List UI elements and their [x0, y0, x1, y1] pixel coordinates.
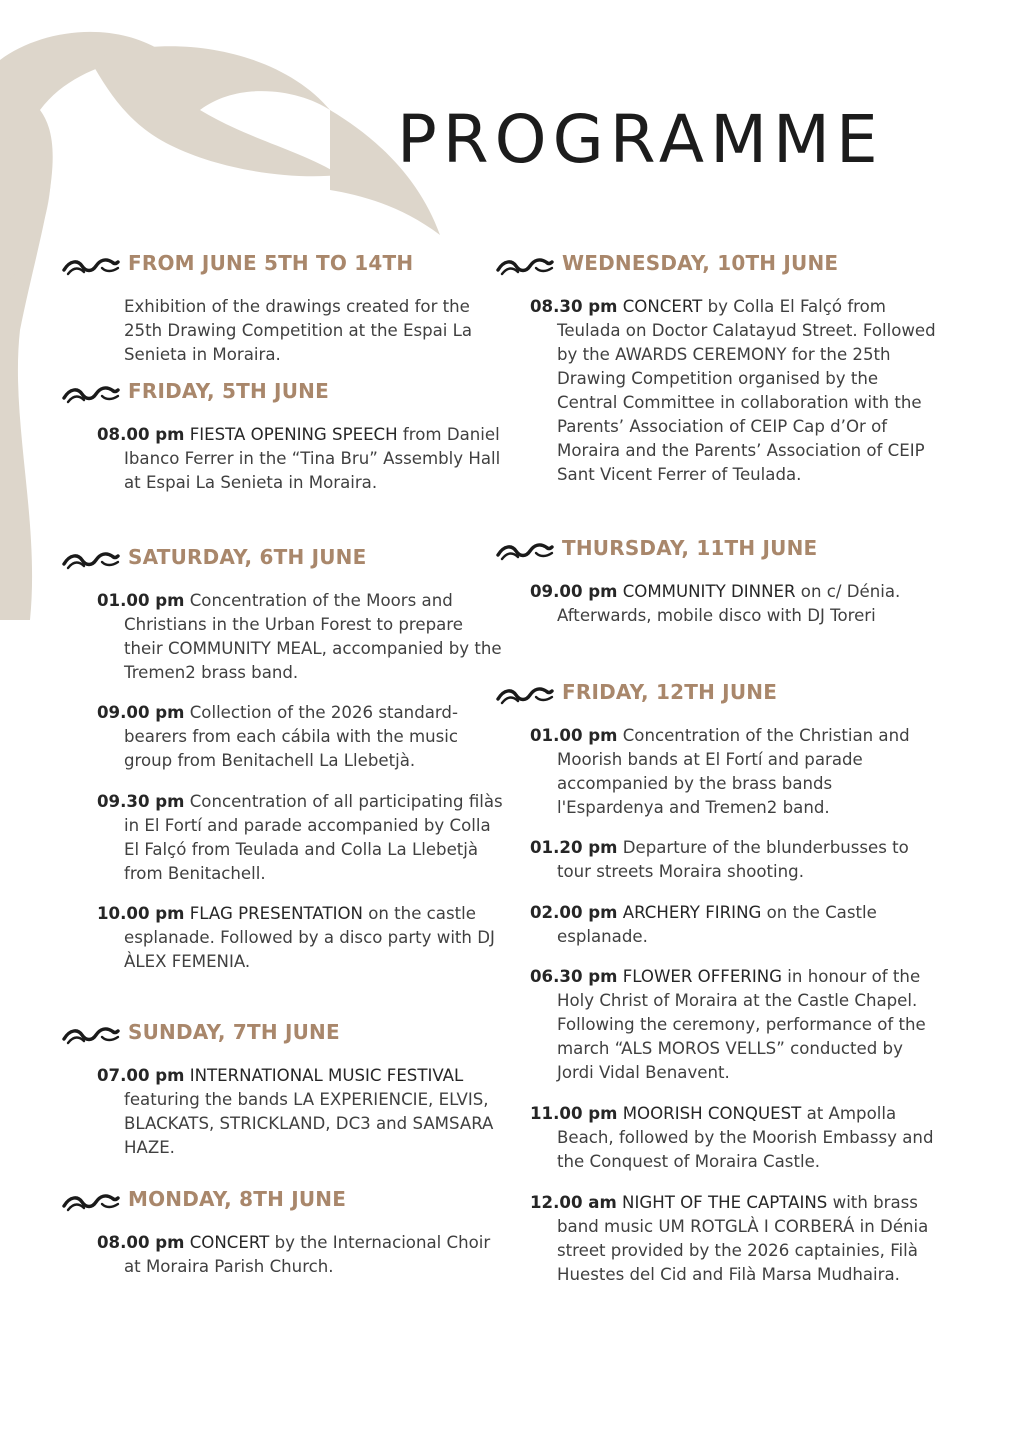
event-description: Exhibition of the drawings created for the 25th Drawing Competition at the Espai La Senieta in Moraira. [124, 296, 473, 364]
ornament-icon [496, 539, 554, 561]
event-time: 09.00 pm [530, 581, 618, 601]
event-title: FLOWER OFFERING [622, 967, 783, 987]
section-friday-12th-june [496, 677, 936, 1301]
event-item [530, 965, 936, 1085]
ornament-icon [62, 548, 120, 570]
event-item [97, 589, 504, 685]
event-description: at Ampolla Beach, followed by the Moorish Embassy and the Conquest of Moraira Castle. [557, 1103, 934, 1171]
event-item [97, 790, 504, 886]
section-june-5-to-14 [62, 248, 504, 381]
section-heading: FROM JUNE 5TH TO 14TH [128, 251, 414, 275]
event-description: on the Castle esplanade. [557, 902, 877, 946]
section-heading: FRIDAY, 12TH JUNE [562, 680, 778, 704]
event-item [530, 1102, 936, 1174]
event-description: from Daniel Ibanco Ferrer in the “Tina Bru” Assembly Hall at Espai La Senieta in Moraira. [124, 424, 501, 492]
event-item [530, 836, 936, 884]
event-item [530, 901, 936, 949]
event-time: 07.00 pm [97, 1065, 185, 1085]
event-description: Departure of the blunderbusses to tour streets Moraira shooting. [557, 838, 909, 882]
event-description: featuring the bands LA EXPERIENCIE, ELVIS, BLACKATS, STRICKLAND, DC3 and SAMSARA HAZE. [124, 1089, 494, 1157]
event-description: in honour of the Holy Christ of Moraira at the Castle Chapel. Following the ceremony, performance of the march “ALS MOROS VELLS” conducted by Jordi Vidal Benavent. [557, 967, 926, 1083]
section-heading: SUNDAY, 7TH JUNE [128, 1020, 340, 1044]
event-description: Concentration of the Moors and Christians in the Urban Forest to prepare their COMMUNITY MEAL, accompanied by the Tremen2 brass band. [124, 590, 502, 682]
event-item [97, 701, 504, 773]
event-item [530, 1191, 936, 1287]
event-time: 01.20 pm [530, 838, 618, 858]
event-title: FIESTA OPENING SPEECH [189, 424, 398, 444]
section-heading: THURSDAY, 11TH JUNE [562, 536, 818, 560]
event-title: INTERNATIONAL MUSIC FESTIVAL [189, 1065, 464, 1085]
section-sunday-7th-june [62, 1017, 504, 1174]
event-description: with brass band music UM ROTGLÀ I CORBERÁ in Dénia street provided by the 2026 captainies, Filà Huestes del Cid and Filà Marsa Mudhaira. [557, 1192, 929, 1284]
event-title: FLAG PRESENTATION [189, 904, 363, 924]
event-description: by Colla El Falçó from Teulada on Doctor Calatayud Street. Followed by the AWARDS CEREMONY for the 25th Drawing Competition organised by the Central Committee in collaboration with the Parents’ Association of CEIP Cap d’Or of Moraira and the Parents’ Association of CEIP Sant Vicent Ferrer of Teulada. [557, 296, 936, 484]
ornament-icon [496, 683, 554, 705]
event-item [97, 1231, 504, 1279]
page-title: PROGRAMME [397, 101, 884, 178]
event-title: CONCERT [189, 1232, 270, 1252]
event-item [530, 295, 936, 487]
section-heading: WEDNESDAY, 10TH JUNE [562, 251, 839, 275]
section-thursday-11th-june [496, 533, 936, 642]
event-description: Concentration of all participating filàs in El Fortí and parade accompanied by Colla El Falçó from Teulada and Colla La Llebetjà from Benitachell. [124, 791, 503, 883]
section-friday-5th-june [62, 376, 504, 509]
event-title: NIGHT OF THE CAPTAINS [622, 1192, 828, 1212]
event-time: 08.00 pm [97, 424, 185, 444]
section-saturday-6th-june [62, 542, 504, 988]
event-time: 09.30 pm [97, 791, 185, 811]
event-description: Concentration of the Christian and Moorish bands at El Fortí and parade accompanied by the brass bands l'Espardenya and Tremen2 band. [557, 725, 910, 817]
section-wednesday-10th-june [496, 248, 936, 501]
ornament-icon [62, 254, 120, 276]
event-time: 01.00 pm [97, 590, 185, 610]
ornament-icon [62, 1023, 120, 1045]
event-time: 01.00 pm [530, 725, 618, 745]
section-monday-8th-june [62, 1184, 504, 1293]
ornament-icon [62, 382, 120, 404]
ornament-icon [496, 254, 554, 276]
event-title: COMMUNITY DINNER [622, 581, 796, 601]
event-item [124, 295, 504, 367]
event-time: 12.00 am [530, 1192, 617, 1212]
event-time: 02.00 pm [530, 902, 618, 922]
event-title: CONCERT [622, 296, 703, 316]
event-description: Collection of the 2026 standard-bearers from each cábila with the music group from Benitachell La Llebetjà. [124, 703, 459, 771]
event-title: ARCHERY FIRING [622, 902, 762, 922]
event-item [530, 580, 936, 628]
event-title: MOORISH CONQUEST [622, 1103, 802, 1123]
ornament-icon [62, 1190, 120, 1212]
event-description: on the castle esplanade. Followed by a disco party with DJ ÀLEX FEMENIA. [124, 904, 495, 972]
section-heading: SATURDAY, 6TH JUNE [128, 545, 367, 569]
event-description: on c/ Dénia. Afterwards, mobile disco with DJ Toreri [557, 581, 901, 625]
event-item [530, 724, 936, 820]
event-time: 06.30 pm [530, 967, 618, 987]
event-description: by the Internacional Choir at Moraira Parish Church. [124, 1232, 491, 1276]
event-time: 10.00 pm [97, 904, 185, 924]
event-time: 08.30 pm [530, 296, 618, 316]
event-item [97, 423, 504, 495]
event-item [97, 1064, 504, 1160]
event-time: 09.00 pm [97, 703, 185, 723]
event-time: 08.00 pm [97, 1232, 185, 1252]
section-heading: FRIDAY, 5TH JUNE [128, 379, 329, 403]
event-time: 11.00 pm [530, 1103, 618, 1123]
section-heading: MONDAY, 8TH JUNE [128, 1187, 347, 1211]
event-item [97, 902, 504, 974]
